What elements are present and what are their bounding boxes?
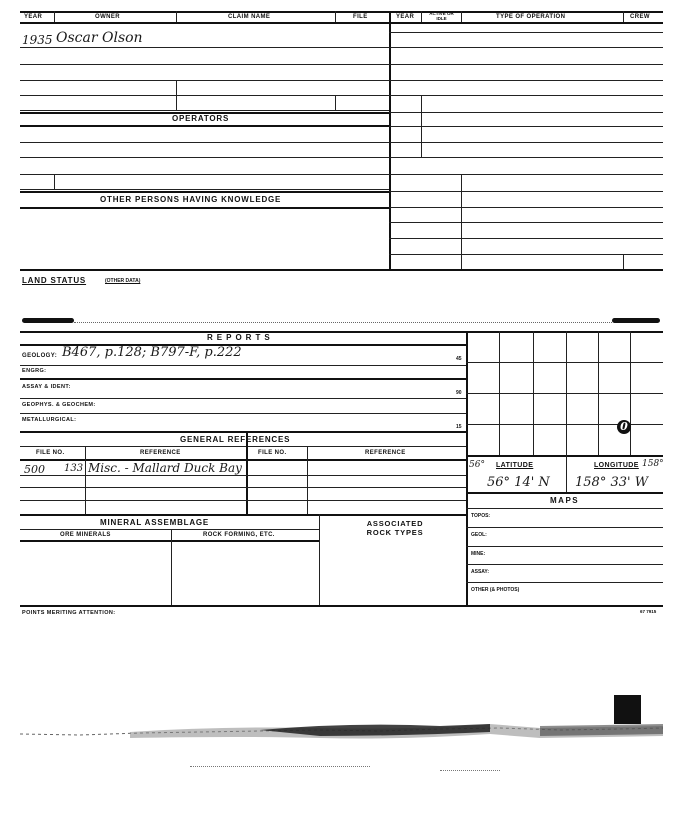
col-year: YEAR — [24, 14, 43, 20]
owner-entry-name: Oscar Olson — [56, 30, 143, 46]
reports-num-45: 45 — [456, 356, 462, 362]
gr-entry-reference: Misc. - Mallard Duck Bay — [88, 461, 242, 475]
owner-entry-year: 1935 — [22, 33, 53, 47]
scan-noise-band — [20, 718, 663, 746]
grid-location-marker — [617, 420, 631, 434]
col-crew: CREW — [630, 14, 650, 20]
operators-heading: OPERATORS — [172, 114, 230, 123]
latitude-value: 56° 14' N — [487, 475, 550, 490]
other-persons-heading: OTHER PERSONS HAVING KNOWLEDGE — [100, 195, 282, 204]
geophys-label: GEOPHYS. & GEOCHEM: — [22, 402, 96, 408]
col-type-operation: TYPE OF OPERATION — [496, 14, 566, 20]
reports-num-90: 90 — [456, 390, 462, 396]
col-owner: OWNER — [95, 14, 120, 20]
scan-block-dark — [614, 695, 641, 724]
maps-other: OTHER (& PHOTOS) — [471, 587, 520, 593]
points-meriting-attention: POINTS MERITING ATTENTION: — [22, 610, 116, 616]
gr-entry-num: 133 — [64, 463, 84, 474]
maps-geol: GEOL: — [471, 532, 487, 538]
reports-num-15: 15 — [456, 424, 462, 430]
longitude-label: LONGITUDE — [594, 462, 639, 469]
metallurgical-label: METALLURGICAL: — [22, 417, 77, 423]
rock-forming-label: ROCK FORMING, ETC. — [203, 532, 275, 538]
land-status-sub: (OTHER DATA) — [105, 278, 141, 284]
assay-label: ASSAY & IDENT: — [22, 384, 71, 390]
land-status-heading: LAND STATUS — [22, 276, 87, 285]
scan-smudge-left — [22, 318, 74, 323]
ore-minerals-label: ORE MINERALS — [60, 532, 111, 538]
maps-assay: ASSAY: — [471, 569, 490, 575]
maps-heading: MAPS — [550, 496, 580, 505]
col-year-right: YEAR — [396, 14, 415, 20]
engrg-label: ENGRG: — [22, 368, 47, 374]
geology-label: GEOLOGY: — [22, 353, 58, 359]
maps-mine: MINE: — [471, 551, 486, 557]
col-active-idle: ACTIVE OR IDLE — [429, 11, 454, 21]
lon-suffix: 158° — [642, 459, 664, 469]
col-file: FILE — [353, 14, 368, 20]
lat-prefix: 56° — [469, 460, 485, 470]
form-number: 67 7915 — [640, 609, 657, 614]
gr-col-file-no: FILE NO. — [36, 450, 65, 456]
gr-col-reference: REFERENCE — [140, 450, 181, 456]
reports-heading: REPORTS — [207, 333, 274, 342]
gr-entry-file-no: 500 — [24, 463, 45, 476]
maps-topos: TOPOS: — [471, 513, 491, 519]
gr-col-file-no-2: FILE NO. — [258, 450, 287, 456]
gr-col-reference-2: REFERENCE — [365, 450, 406, 456]
col-claim-name: CLAIM NAME — [228, 14, 271, 20]
scan-smudge-right — [612, 318, 660, 323]
longitude-value: 158° 33' W — [575, 475, 649, 490]
grid-mark-text: 0 — [620, 420, 628, 433]
geology-value: B467, p.128; B797-F, p.222 — [62, 345, 242, 360]
general-references-heading: GENERAL REFERENCES — [180, 435, 291, 444]
latitude-label: LATITUDE — [496, 462, 534, 469]
mineral-assemblage-heading: MINERAL ASSEMBLAGE — [100, 518, 210, 527]
associated-rock-types-heading: ASSOCIATED ROCK TYPES — [366, 519, 424, 537]
